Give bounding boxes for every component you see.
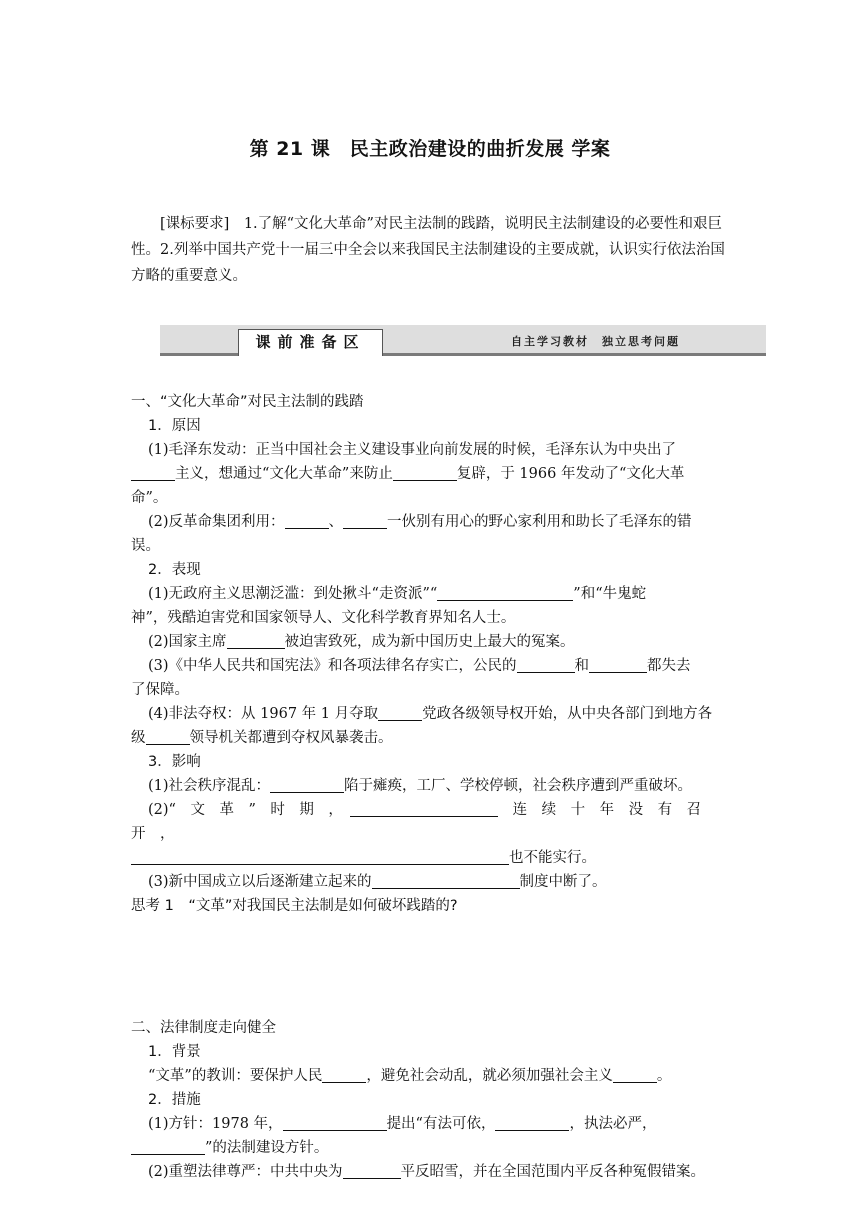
page-title: 第 21 课 民主政治建设的曲折发展 学案	[249, 138, 611, 160]
measure-item-1: (1)方针：1978 年， 提出“有法可依， ，执法必严， ”的法制建设方针。	[131, 1112, 731, 1160]
impact-item-3: (3)新中国成立以后逐渐建立起来的 制度中断了。	[148, 874, 607, 890]
background-item: “文革”的教训：要保护人民 ，避免社会动乱，就必须加强社会主义 。	[148, 1068, 672, 1084]
fill-blank[interactable]	[131, 1138, 205, 1155]
measure-item-2: (2)重塑法律尊严：中共中央为 平反昭雪，并在全国范围内平反各种冤假错案。	[148, 1164, 706, 1180]
fill-blank[interactable]	[589, 656, 647, 673]
section-heading-2: 二、法律制度走向健全	[131, 1020, 276, 1036]
manifestation-item-4: (4)非法夺权：从 1967 年 1 月夺取 党政各级领导权开始，从中央各部门到地方各 级 领导机关都遭到夺权风暴袭击。	[131, 706, 713, 746]
fill-blank[interactable]	[495, 1114, 569, 1131]
fill-blank[interactable]	[350, 800, 498, 817]
manifestation-item-1: (1)无政府主义思潮泛滥：到处揪斗“走资派”“ ”和“牛鬼蛇 神”，残酷迫害党和国家领导人、文化科学教育界知名人士。	[131, 586, 647, 626]
impact-item-2: (2)“ 文 革 ” 时 期 ， 连 续 十 年 没 有 召 开 ，	[131, 802, 716, 842]
subheading-measures: 2．措施	[148, 1092, 201, 1108]
fill-blank[interactable]	[437, 584, 573, 601]
banner-right-text: 自主学习教材 独立思考问题	[511, 335, 680, 348]
manifestation-item-2: (2)国家主席 被迫害致死，成为新中国历史上最大的冤案。	[148, 634, 575, 650]
answer-space[interactable]	[131, 918, 731, 1016]
subheading-manifestations: 2．表现	[148, 562, 201, 578]
banner-tab-label: 课前准备区	[238, 329, 383, 356]
impact-item-2-continued: 也不能实行。	[131, 846, 731, 870]
fill-blank[interactable]	[343, 512, 387, 529]
fill-blank[interactable]	[131, 848, 509, 865]
manifestation-item-3: (3)《中华人民共和国宪法》和各项法律名存实亡，公民的 和 都失去 了保障。	[131, 658, 691, 698]
fill-blank[interactable]	[393, 464, 457, 481]
subheading-causes: 1．原因	[148, 418, 201, 434]
cause-item-2: (2)反革命集团利用： 、 一伙别有用心的野心家利用和助长了毛泽东的错 误。	[131, 514, 692, 554]
impact-item-1: (1)社会秩序混乱： 陷于瘫痪，工厂、学校停顿，社会秩序遭到严重破坏。	[148, 778, 693, 794]
fill-blank[interactable]	[146, 728, 190, 745]
fill-blank[interactable]	[283, 1114, 387, 1131]
think-question-1: 思考 1 “文革”对我国民主法制是如何破坏践踏的?	[131, 898, 458, 914]
requirements-text: [课标要求] 1.了解“文化大革命”对民主法制的践踏，说明民主法制建设的必要性和艰巨性。2.列举中国共产党十一届三中全会以来我国民主法制建设的主要成就，认识实行依法治国方略的重要意义。	[131, 216, 725, 284]
cause-item-1: (1)毛泽东发动：正当中国社会主义建设事业向前发展的时候，毛泽东认为中央出了 主义，想通过“文化大革命”来防止 复辟，于 1966 年发动了“文化大革 命”。	[131, 442, 685, 506]
fill-blank[interactable]	[378, 704, 422, 721]
fill-blank[interactable]	[343, 1162, 401, 1179]
section-banner	[160, 325, 766, 356]
fill-blank[interactable]	[285, 512, 329, 529]
section-heading-1: 一、“文化大革命”对民主法制的践踏	[131, 394, 364, 410]
fill-blank[interactable]	[227, 632, 285, 649]
worksheet-content	[131, 390, 731, 1184]
subheading-impact: 3．影响	[148, 754, 201, 770]
fill-blank[interactable]	[372, 872, 520, 889]
fill-blank[interactable]	[322, 1066, 366, 1083]
fill-blank[interactable]	[613, 1066, 657, 1083]
curriculum-requirements	[131, 211, 731, 289]
fill-blank[interactable]	[270, 776, 344, 793]
fill-blank[interactable]	[517, 656, 575, 673]
fill-blank[interactable]	[131, 464, 175, 481]
subheading-background: 1．背景	[148, 1044, 201, 1060]
